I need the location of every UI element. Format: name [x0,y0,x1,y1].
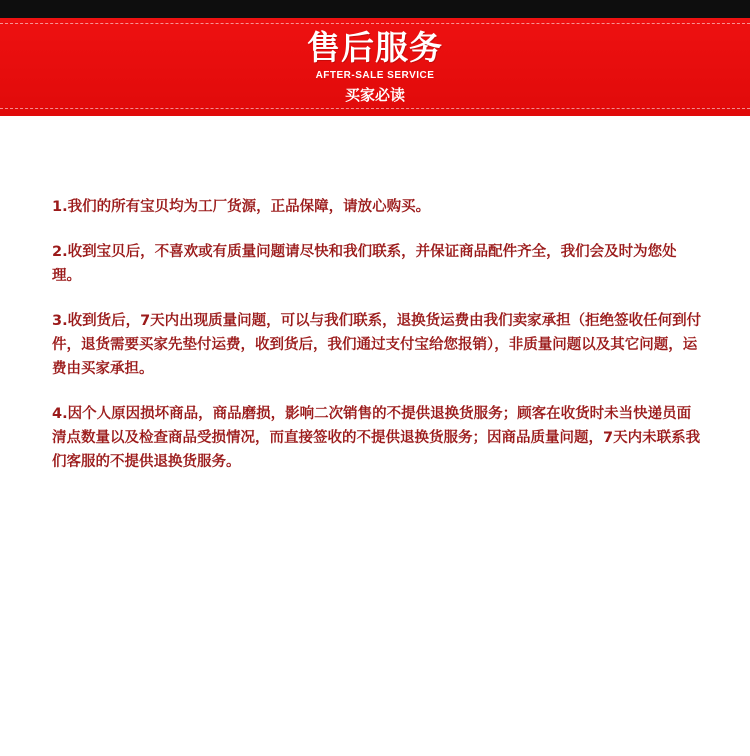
policy-item: 1.我们的所有宝贝均为工厂货源，正品保障，请放心购买。 [52,199,431,215]
top-dark-strip [0,0,750,18]
banner-tag: 买家必读 [344,86,405,104]
banner-title: 售后服务 [307,28,443,67]
after-sale-banner [0,18,750,116]
policy-item: 3.收到货后，7天内出现质量问题，可以与我们联系，退换货运费由我们卖家承担（拒绝签收任何到付件，退货需要买家先垫付运费，收到货后，我们通过支付宝给您报销），非质量问题以及其它问题，运费由买家承担。 [52,313,702,377]
policy-list [52,195,702,495]
banner-stitch-bottom [0,108,750,109]
policy-item: 2.收到宝贝后，不喜欢或有质量问题请尽快和我们联系，并保证商品配件齐全，我们会及时为您处理。 [52,244,677,284]
policy-item: 4.因个人原因损坏商品，商品磨损，影响二次销售的不提供退换货服务；顾客在收货时未当快递员面清点数量以及检查商品受损情况，而直接签收的不提供退换货服务；因商品质量问题，7天内未联系我们客服的不提供退换货服务。 [52,406,701,470]
banner-stitch-top [0,23,750,24]
banner-subtitle: AFTER-SALE SERVICE [315,70,435,81]
